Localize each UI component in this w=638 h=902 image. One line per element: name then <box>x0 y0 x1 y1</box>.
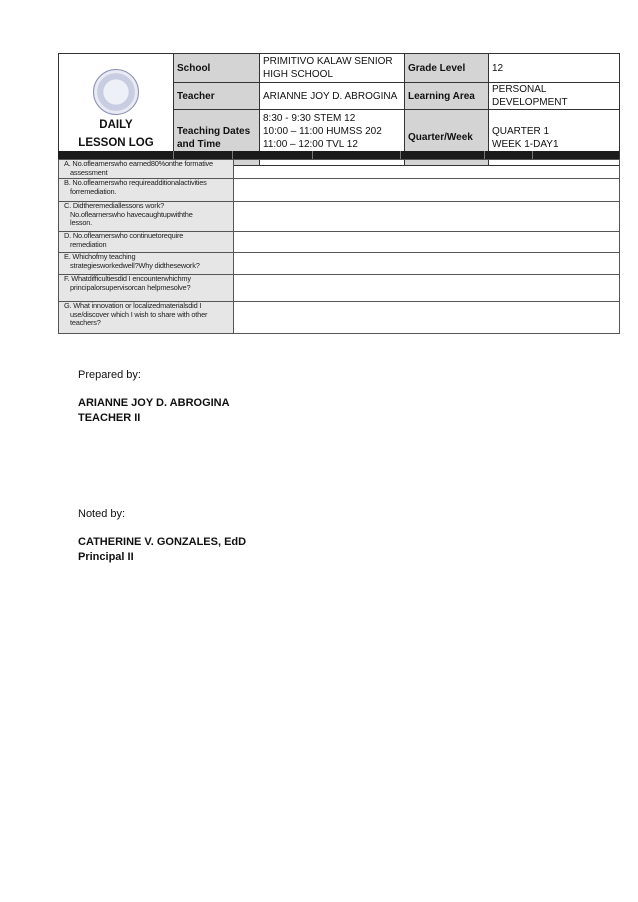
teacher-label: Teacher <box>174 83 260 110</box>
quarter-week-label: Quarter/Week <box>405 110 489 166</box>
reflection-answer-cell[interactable] <box>234 302 620 334</box>
reflection-row <box>59 202 620 232</box>
quarter-line: QUARTER 1 <box>492 125 550 137</box>
grade-level-value: 12 <box>489 54 620 83</box>
question-line: B. No.oflearnerswho requireadditionalactivities <box>64 178 207 187</box>
reflection-answer-cell[interactable] <box>234 253 620 275</box>
reflection-row <box>59 253 620 275</box>
week-line: WEEK 1-DAY1 <box>492 138 559 150</box>
question-line: use/discover which I wish to share with other <box>70 309 208 319</box>
question-line: G. What innovation or localizedmaterialsdid I <box>64 301 202 310</box>
grade-level-label: Grade Level <box>405 54 489 83</box>
question-line: forremediation. <box>70 186 117 196</box>
reflection-answer-cell[interactable] <box>234 202 620 232</box>
teaching-dates-label-line1: Teaching Dates <box>177 125 251 137</box>
noted-by-label: Noted by: <box>78 508 126 520</box>
school-label: School <box>174 54 260 83</box>
noted-by-name: CATHERINE V. GONZALES, EdD <box>78 536 247 548</box>
reflection-row <box>59 160 620 179</box>
lesson-log-header-table <box>58 53 620 166</box>
reflection-row <box>59 179 620 202</box>
prepared-by-title: TEACHER II <box>78 412 141 424</box>
reflection-question <box>59 275 234 302</box>
header-divider-bar <box>58 151 619 159</box>
question-line: F. Whatdifficultiesdid I encounterwhichmy <box>64 274 191 283</box>
reflection-question <box>59 202 234 232</box>
schedule-line: 10:00 – 11:00 HUMSS 202 <box>263 125 382 137</box>
reflection-question <box>59 302 234 334</box>
school-value: PRIMITIVO KALAW SENIOR HIGH SCHOOL <box>260 54 405 83</box>
deped-seal-icon <box>93 69 139 115</box>
reflection-row <box>59 232 620 253</box>
reflection-table <box>58 159 620 334</box>
learning-area-value: PERSONAL DEVELOPMENT <box>489 83 620 110</box>
reflection-answer-cell[interactable] <box>234 275 620 302</box>
learning-area-label: Learning Area <box>405 83 489 110</box>
question-line: D. No.oflearnerswho continuetorequire <box>64 231 184 240</box>
question-line: A. No.oflearnerswho earned80%onthe formative <box>64 159 213 168</box>
question-line: assessment <box>70 167 108 177</box>
question-line: teachers? <box>70 318 101 328</box>
question-line: principalorsupervisorcan helpmesolve? <box>70 282 191 292</box>
question-line: remediation <box>70 239 107 249</box>
reflection-question <box>59 253 234 275</box>
reflection-row <box>59 302 620 334</box>
doc-title-line2: LESSON LOG <box>78 136 154 149</box>
noted-by-title: Principal II <box>78 551 134 563</box>
teacher-value: ARIANNE JOY D. ABROGINA <box>260 83 405 110</box>
question-line: E. Whichofmy teaching <box>64 252 136 261</box>
question-line: lesson. <box>70 218 93 228</box>
schedule-line: 11:00 – 12:00 TVL 12 <box>263 138 358 150</box>
prepared-by-name: ARIANNE JOY D. ABROGINA <box>78 397 230 409</box>
question-line: C. Didtheremediallessons work? <box>64 201 164 210</box>
doc-title-line1: DAILY <box>99 118 133 131</box>
teaching-dates-label-line2: and Time <box>177 138 221 150</box>
reflection-question <box>59 232 234 253</box>
question-line: No.oflearnerswho havecaughtupwiththe <box>70 209 193 219</box>
logo-title-cell <box>59 54 174 166</box>
reflection-answer-cell[interactable] <box>234 232 620 253</box>
reflection-row <box>59 275 620 302</box>
prepared-by-label: Prepared by: <box>78 369 141 381</box>
schedule-line: 8:30 - 9:30 STEM 12 <box>263 112 356 124</box>
reflection-answer-cell[interactable] <box>234 179 620 202</box>
question-line: strategiesworkedwell?Why didthesework? <box>70 260 200 270</box>
reflection-question <box>59 179 234 202</box>
reflection-answer-cell[interactable] <box>234 160 620 179</box>
reflection-question <box>59 160 234 179</box>
